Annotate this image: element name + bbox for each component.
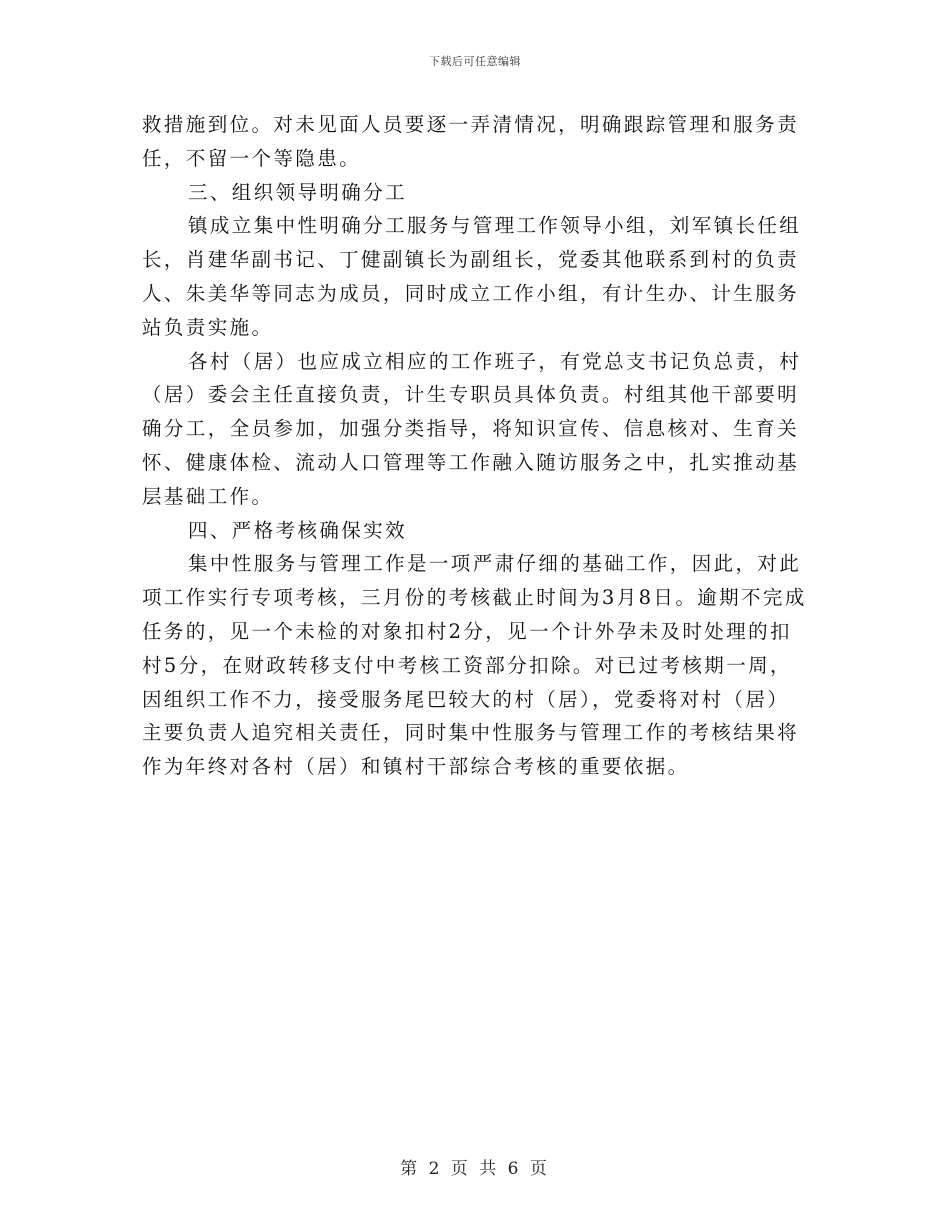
text-line: 长，肖建华副书记、丁健副镇长为副组长，党委其他联系到村的负责 bbox=[142, 248, 800, 272]
text-line: 项工作实行专项考核，三月份的考核截止时间为3月8日。逾期不完成 bbox=[142, 586, 807, 610]
text-line: 作为年终对各村（居）和镇村干部综合考核的重要依据。 bbox=[142, 755, 690, 779]
body-text bbox=[142, 108, 812, 784]
page-footer: 第 2 页 共 6 页 bbox=[400, 1159, 550, 1179]
text-line: 因组织工作不力，接受服务尾巴较大的村（居），党委将对村（居） bbox=[142, 687, 790, 711]
text-line: 各村（居）也应成立相应的工作班子，有党总支书记负总责，村 bbox=[188, 349, 802, 373]
section-heading-3: 三、组织领导明确分工 bbox=[188, 180, 408, 204]
text-line: 镇成立集中性明确分工服务与管理工作领导小组，刘军镇长任组 bbox=[188, 214, 802, 238]
text-line: 主要负责人追究相关责任，同时集中性服务与管理工作的考核结果将 bbox=[142, 721, 800, 745]
text-line: （居）委会主任直接负责，计生专职员具体负责。村组其他干部要明 bbox=[142, 383, 800, 407]
text-line: 任，不留一个等隐患。 bbox=[142, 146, 362, 170]
text-line: 层基础工作。 bbox=[142, 484, 274, 508]
section-heading-4: 四、严格考核确保实效 bbox=[188, 518, 408, 542]
text-line: 救措施到位。对未见面人员要逐一弄清情况，明确跟踪管理和服务责 bbox=[142, 113, 800, 136]
text-line: 村5分，在财政转移支付中考核工资部分扣除。对已过考核期一周， bbox=[142, 653, 792, 677]
text-line: 任务的，见一个未检的对象扣村2分，见一个计外孕未及时处理的扣 bbox=[142, 619, 792, 643]
text-line: 确分工，全员参加，加强分类指导，将知识宣传、信息核对、生育关 bbox=[142, 417, 800, 441]
text-line: 怀、健康体检、流动人口管理等工作融入随访服务之中，扎实推动基 bbox=[142, 450, 800, 474]
page-header: 下载后可任意编辑 bbox=[429, 55, 521, 68]
text-line: 站负责实施。 bbox=[142, 315, 274, 339]
text-line: 集中性服务与管理工作是一项严肃仔细的基础工作，因此，对此 bbox=[188, 552, 802, 576]
text-line: 人、朱美华等同志为成员，同时成立工作小组，有计生办、计生服务 bbox=[142, 281, 800, 305]
